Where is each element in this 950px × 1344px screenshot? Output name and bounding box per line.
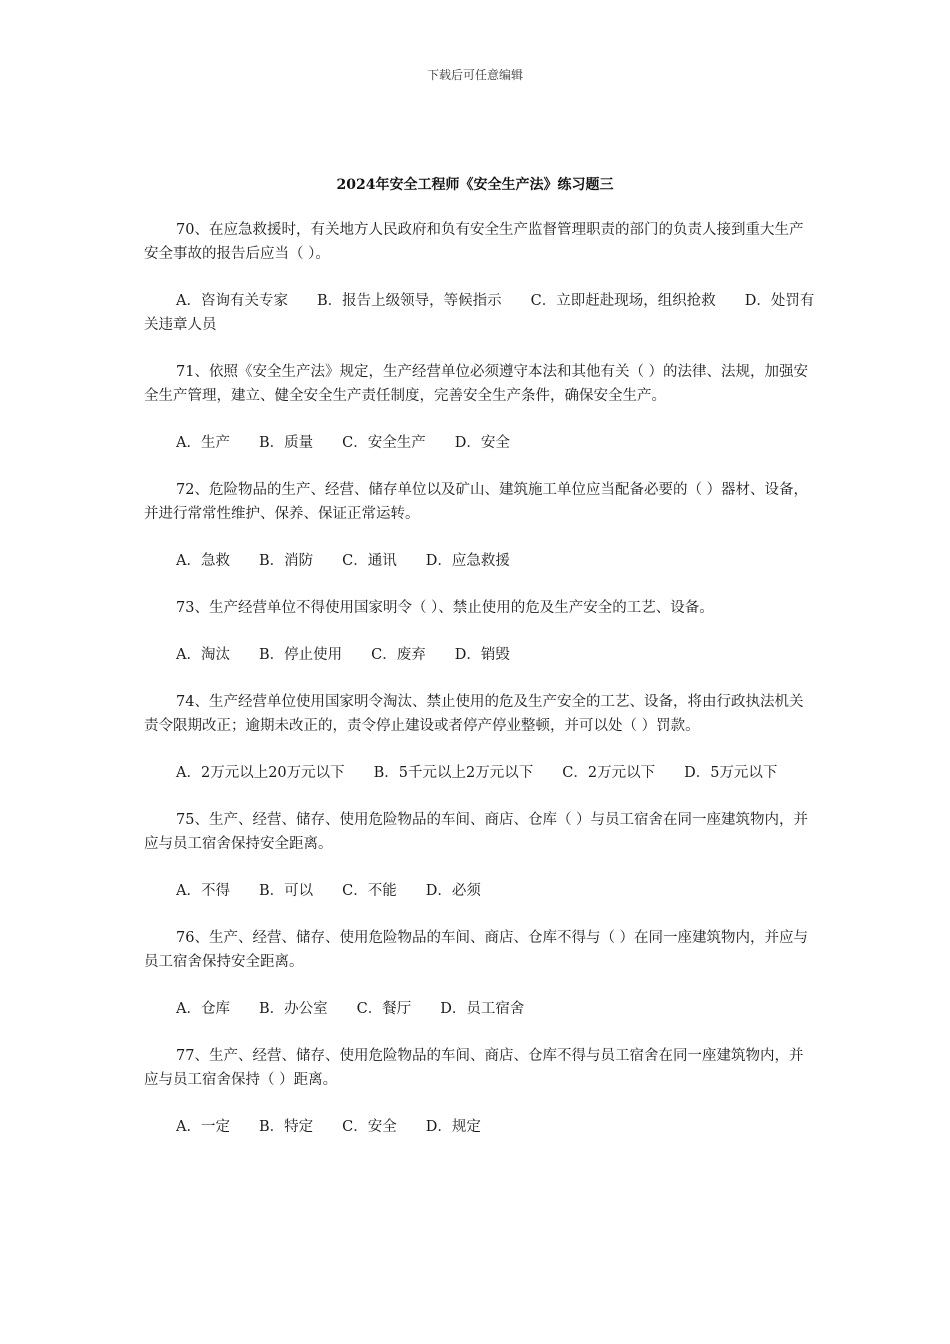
question-text: 73、生产经营单位不得使用国家明令（ ）、禁止使用的危及生产安全的工艺、设备。 bbox=[176, 600, 714, 616]
question-options: A．一定 B．特定 C．安全 D．规定 bbox=[176, 1119, 481, 1135]
question-74 bbox=[144, 690, 816, 785]
question-text: 77、生产、经营、储存、使用危险物品的车间、商店、仓库不得与员工宿舍在同一座建筑物内，并应与员工宿舍保持（ ）距离。 bbox=[144, 1048, 804, 1088]
question-options: A．急救 B．消防 C．通讯 D．应急救援 bbox=[176, 553, 510, 569]
question-text: 71、依照《安全生产法》规定，生产经营单位必须遵守本法和其他有关（ ）的法律、法规，加强安全生产管理，建立、健全安全生产责任制度，完善安全生产条件，确保安全生产。 bbox=[144, 364, 809, 404]
question-options: A．咨询有关专家 B．报告上级领导，等候指示 C．立即赶赴现场，组织抢救 D．处罚有关违章人员 bbox=[144, 293, 815, 333]
question-71 bbox=[144, 360, 816, 455]
question-text: 72、危险物品的生产、经营、储存单位以及矿山、建筑施工单位应当配备必要的（ ）器材、设备，并进行常常性维护、保养、保证正常运转。 bbox=[144, 482, 809, 522]
question-options: A．不得 B．可以 C．不能 D．必须 bbox=[176, 883, 481, 899]
question-options: A．生产 B．质量 C．安全生产 D．安全 bbox=[176, 435, 510, 451]
question-70 bbox=[144, 218, 816, 337]
question-73 bbox=[144, 596, 816, 667]
document-title: 2024年安全工程师《安全生产法》练习题三 bbox=[336, 177, 614, 193]
question-list bbox=[144, 218, 816, 1139]
question-76 bbox=[144, 926, 816, 1021]
question-options: A．2万元以上20万元以下 B．5千元以上2万元以下 C．2万元以下 D．5万元以下 bbox=[176, 765, 778, 781]
question-text: 70、在应急救援时，有关地方人民政府和负有安全生产监督管理职责的部门的负责人接到重大生产安全事故的报告后应当（ ）。 bbox=[144, 222, 804, 262]
question-options: A．淘汰 B．停止使用 C．废弃 D．销毁 bbox=[176, 647, 510, 663]
question-77 bbox=[144, 1044, 816, 1139]
header-note: 下载后可任意编辑 bbox=[426, 68, 523, 82]
question-options: A．仓库 B．办公室 C．餐厅 D．员工宿舍 bbox=[176, 1001, 525, 1017]
question-text: 76、生产、经营、储存、使用危险物品的车间、商店、仓库不得与（ ）在同一座建筑物内，并应与员工宿舍保持安全距离。 bbox=[144, 930, 809, 970]
question-72 bbox=[144, 478, 816, 573]
question-text: 75、生产、经营、储存、使用危险物品的车间、商店、仓库（ ）与员工宿舍在同一座建筑物内，并应与员工宿舍保持安全距离。 bbox=[144, 812, 809, 852]
question-text: 74、生产经营单位使用国家明令淘汰、禁止使用的危及生产安全的工艺、设备，将由行政执法机关责令限期改正；逾期未改正的，责令停止建设或者停产停业整顿，并可以处（ ）罚款。 bbox=[144, 694, 804, 734]
question-75 bbox=[144, 808, 816, 903]
